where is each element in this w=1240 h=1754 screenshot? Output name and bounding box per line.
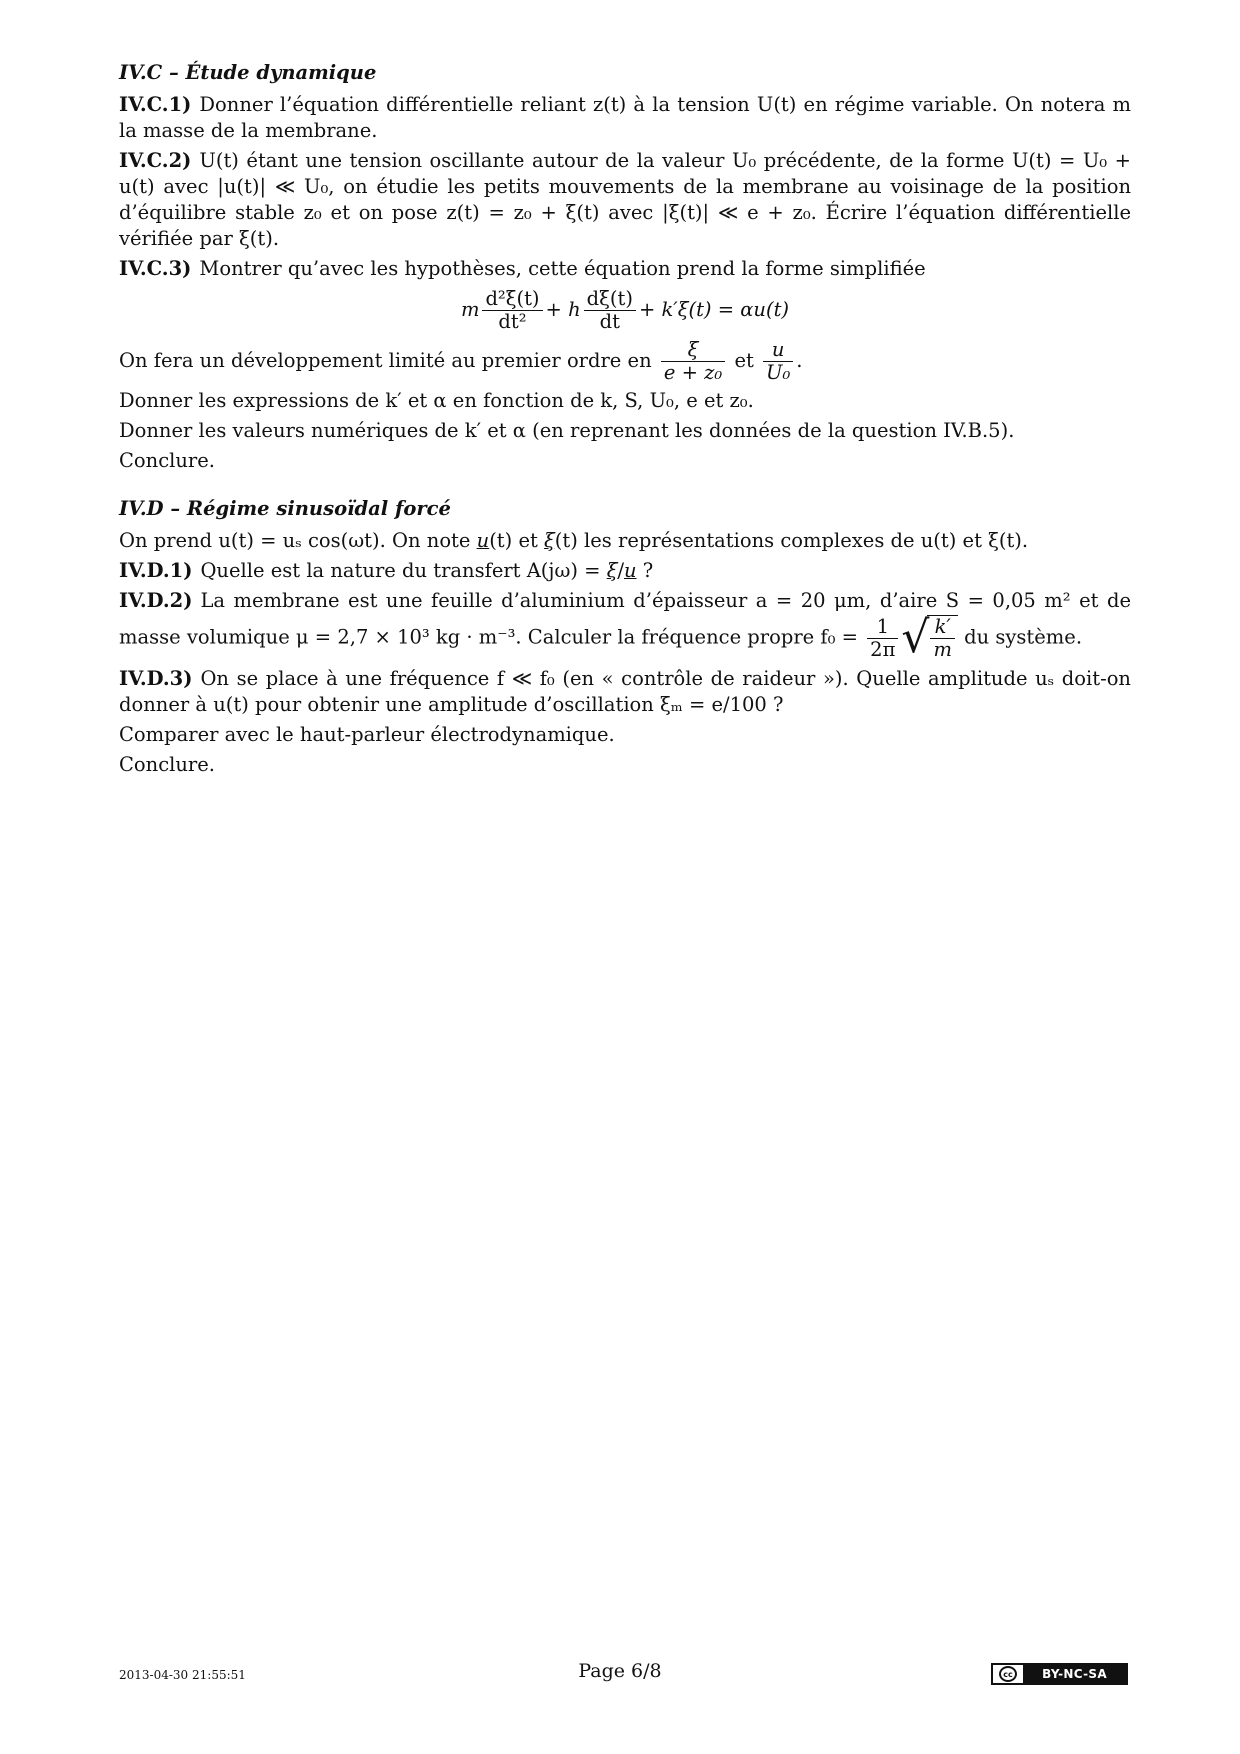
- question-text: ?: [636, 559, 654, 582]
- fraction-denominator: dt: [599, 310, 620, 333]
- compare-line: Comparer avec le haut-parleur électrodynamique.: [119, 723, 615, 746]
- license-badge: [991, 1663, 1128, 1685]
- square-root: [901, 614, 958, 662]
- one-over-two-pi-fraction: [867, 616, 898, 661]
- question-number: IV.D.3): [119, 667, 193, 690]
- question-number: IV.C.3): [119, 257, 192, 280]
- u-over-u0-fraction: [763, 339, 793, 384]
- fraction-denominator: dt²: [498, 310, 527, 333]
- footer-timestamp: 2013-04-30 21:55:51: [119, 1668, 246, 1682]
- fraction-numerator: d²ξ(t): [482, 288, 542, 311]
- eq-rhs: + k′ξ(t) = αu(t): [638, 298, 790, 321]
- question-d3: [119, 666, 1131, 718]
- question-text: La membrane est une feuille d’aluminium d’épaisseur a = 20 μm, d’aire S = 0,05 m² et de masse volumique μ = 2,7 × 10³ kg · m⁻³. Calculer la fréquence propre f₀ =: [119, 589, 1131, 649]
- question-number: IV.D.2): [119, 589, 193, 612]
- question-c1: [119, 92, 1131, 144]
- dl-and: et: [734, 349, 754, 372]
- question-text: Quelle est la nature du transfert A(jω) =: [200, 559, 607, 582]
- question-d2: [119, 588, 1131, 662]
- license-label: BY-NC-SA: [1023, 1665, 1126, 1683]
- numeric-values-line: Donner les valeurs numériques de k′ et α (en reprenant les données de la question IV.B.5).: [119, 419, 1015, 442]
- fraction-denominator: 2π: [870, 637, 896, 661]
- question-number: IV.C.1): [119, 93, 192, 116]
- complex-xi: ξ: [544, 529, 555, 552]
- question-text: On se place à une fréquence f ≪ f₀ (en « contrôle de raideur »). Quelle amplitude uₛ doit-on donner à u(t) pour obtenir une amplitude d’oscillation ξₘ = e/100 ?: [119, 667, 1131, 716]
- question-number: IV.C.2): [119, 149, 192, 172]
- question-suffix: du système.: [964, 625, 1083, 649]
- section-title-c: IV.C – Étude dynamique: [119, 61, 377, 84]
- question-text: U(t) étant une tension oscillante autour de la valeur U₀ précédente, de la forme U(t) = U₀ + u(t) avec |u(t)| ≪ U₀, on étudie les petits mouvements de la membrane au voisinage de la position d’équilibre stable z₀ et on pose z(t) = z₀ + ξ(t) avec |ξ(t)| ≪ e + z₀. Écrire l’équation différentielle vérifiée par ξ(t).: [119, 149, 1131, 250]
- question-number: IV.D.1): [119, 559, 193, 582]
- fraction-numerator: u: [763, 339, 793, 362]
- fraction-denominator: m: [933, 638, 952, 661]
- fraction-numerator: 1: [867, 616, 898, 639]
- question-d1: [119, 558, 1131, 584]
- expression-line: Donner les expressions de k′ et α en fonction de k, S, U₀, e et z₀.: [119, 389, 754, 412]
- radical-icon: √: [901, 612, 930, 663]
- dl-prefix: On fera un développement limité au premier ordre en: [119, 349, 652, 372]
- fraction-denominator: e + z₀: [663, 361, 723, 384]
- slash: /: [617, 559, 625, 582]
- intro-text: (t) les représentations complexes de u(t) et ξ(t).: [554, 529, 1029, 552]
- eq-mass: m: [460, 298, 480, 321]
- intro-text: (t) et: [489, 529, 545, 552]
- xi-over-e-fraction: [661, 339, 725, 384]
- fraction-numerator: dξ(t): [584, 288, 636, 311]
- question-c3: [119, 256, 1131, 282]
- question-c2: [119, 148, 1131, 252]
- complex-xi: ξ: [606, 559, 618, 582]
- page-number: Page 6/8: [578, 1660, 662, 1682]
- differential-equation: [119, 288, 1131, 333]
- complex-u: u: [476, 529, 490, 552]
- k-over-m-fraction: [930, 616, 955, 661]
- section-d-intro: [119, 528, 1131, 554]
- eq-plus-h: + h: [545, 298, 581, 321]
- dl-suffix: .: [796, 349, 803, 372]
- question-text: Montrer qu’avec les hypothèses, cette équation prend la forme simplifiée: [199, 257, 926, 280]
- second-derivative-fraction: [482, 288, 542, 333]
- first-derivative-fraction: [584, 288, 636, 333]
- creative-commons-icon: cc: [993, 1665, 1023, 1683]
- intro-text: On prend u(t) = uₛ cos(ωt). On note: [119, 529, 477, 552]
- fraction-numerator: ξ: [661, 339, 725, 362]
- conclude-line-c: Conclure.: [119, 449, 215, 472]
- conclude-line-d: Conclure.: [119, 753, 215, 776]
- fraction-numerator: k′: [930, 616, 955, 639]
- fraction-denominator: U₀: [766, 361, 791, 384]
- dl-line: [119, 339, 1131, 384]
- question-text: Donner l’équation différentielle reliant z(t) à la tension U(t) en régime variable. On notera m la masse de la membrane.: [119, 93, 1131, 142]
- section-title-d: IV.D – Régime sinusoïdal forcé: [119, 497, 451, 520]
- complex-u: u: [624, 559, 637, 582]
- document-body: [119, 54, 1131, 782]
